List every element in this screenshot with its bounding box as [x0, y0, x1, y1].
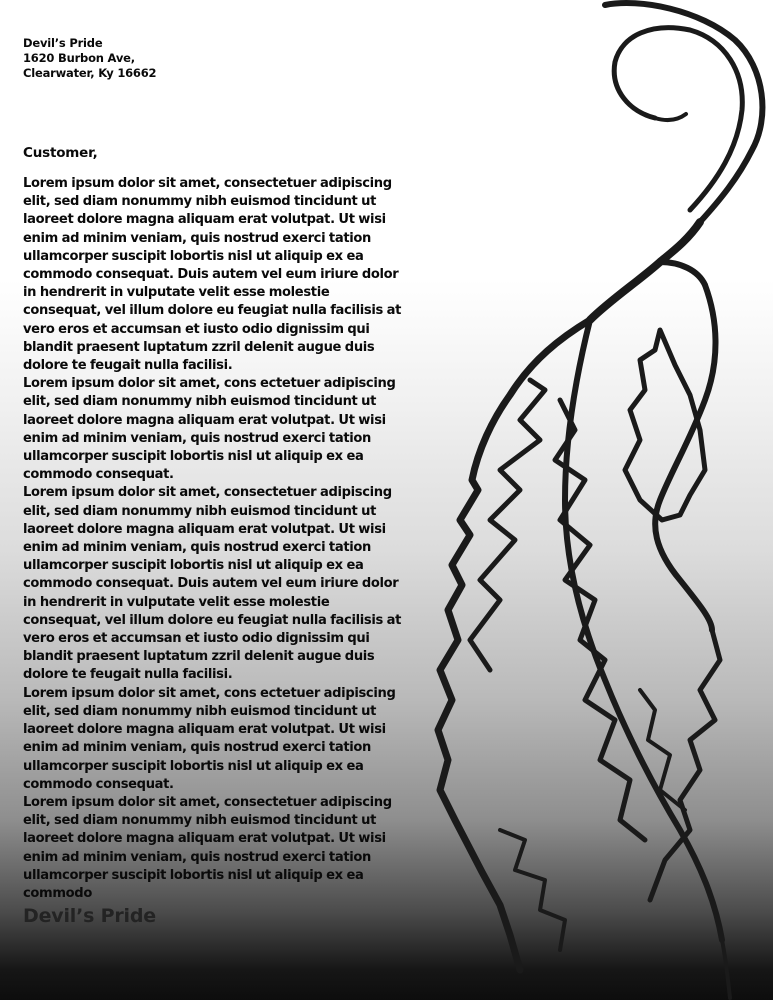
tail-hook-curl	[655, 114, 686, 120]
body-paragraph-3: Lorem ipsum dolor sit amet, consectetuer adipiscing elit, sed diam nonummy nibh euismod tincidunt ut laoreet dolore magna aliquam erat volutpat. Ut wisi enim ad minim veniam, quis nostrud exerci tation ullamcorper suscipit lobortis nisl ut aliquip ex ea commodo consequat. Duis autem vel eum iriure dolor in hendrerit in vulputate velit esse molestie consequat, vel illum dolore eu feugiat nulla facilisis at vero eros et accumsan et iusto odio dignissim qui blandit praesent luptatum zzril delenit augue duis dolore te feugait nulla facilisi.	[23, 485, 401, 683]
body-paragraph-2: Lorem ipsum dolor sit amet, cons ectetuer adipiscing elit, sed diam nonummy nibh euismod tincidunt ut laoreet dolore magna aliquam erat volutpat. Ut wisi enim ad minim veniam, quis nostrud exerci tation ullamcorper suscipit lobortis nisl ut aliquip ex ea commodo consequat.	[23, 376, 396, 483]
leaf-lower-inner-2	[640, 690, 685, 810]
leaf-tip	[722, 940, 730, 998]
body-paragraph-1: Lorem ipsum dolor sit amet, consectetuer adipiscing elit, sed diam nonummy nibh euismod tincidunt ut laoreet dolore magna aliquam erat volutpat. Ut wisi enim ad minim veniam, quis nostrud exerci tation ullamcorper suscipit lobortis nisl ut aliquip ex ea commodo consequat. Duis autem vel eum iriure dolor in hendrerit in vulputate velit esse molestie consequat, vel illum dolore eu feugiat nulla facilisis at vero eros et accumsan et iusto odio dignissim qui blandit praesent luptatum zzril delenit augue duis dolore te feugait nulla facilisi.	[23, 176, 401, 374]
body-paragraph-5: Lorem ipsum dolor sit amet, consectetuer adipiscing elit, sed diam nonummy nibh euismod tincidunt ut laoreet dolore magna aliquam erat volutpat. Ut wisi enim ad minim veniam, quis nostrud exerci tation ullamcorper suscipit lobortis nisl ut aliquip ex ea commodo	[23, 794, 392, 901]
salutation: Customer,	[23, 145, 98, 161]
sender-city: Clearwater, Ky 16662	[23, 66, 157, 80]
tail-hook-outer	[605, 3, 762, 222]
sender-address-block	[23, 36, 156, 81]
leaf-lower-right-edge	[650, 630, 720, 900]
sender-street: 1620 Burbon Ave,	[23, 51, 135, 65]
devil-tail-leaf-illustration-icon	[400, 0, 773, 1000]
leaf-inner-tear-2	[470, 380, 545, 670]
sender-name: Devil’s Pride	[23, 36, 103, 50]
signature: Devil’s Pride	[23, 905, 156, 927]
body-paragraph-4: Lorem ipsum dolor sit amet, cons ectetuer adipiscing elit, sed diam nonummy nibh euismod tincidunt ut laoreet dolore magna aliquam erat volutpat. Ut wisi enim ad minim veniam, quis nostrud exerci tation ullamcorper suscipit lobortis nisl ut aliquip ex ea commodo consequat.	[23, 685, 396, 792]
stem	[590, 222, 700, 320]
letter-body	[23, 175, 409, 903]
stem-branch	[660, 262, 705, 285]
